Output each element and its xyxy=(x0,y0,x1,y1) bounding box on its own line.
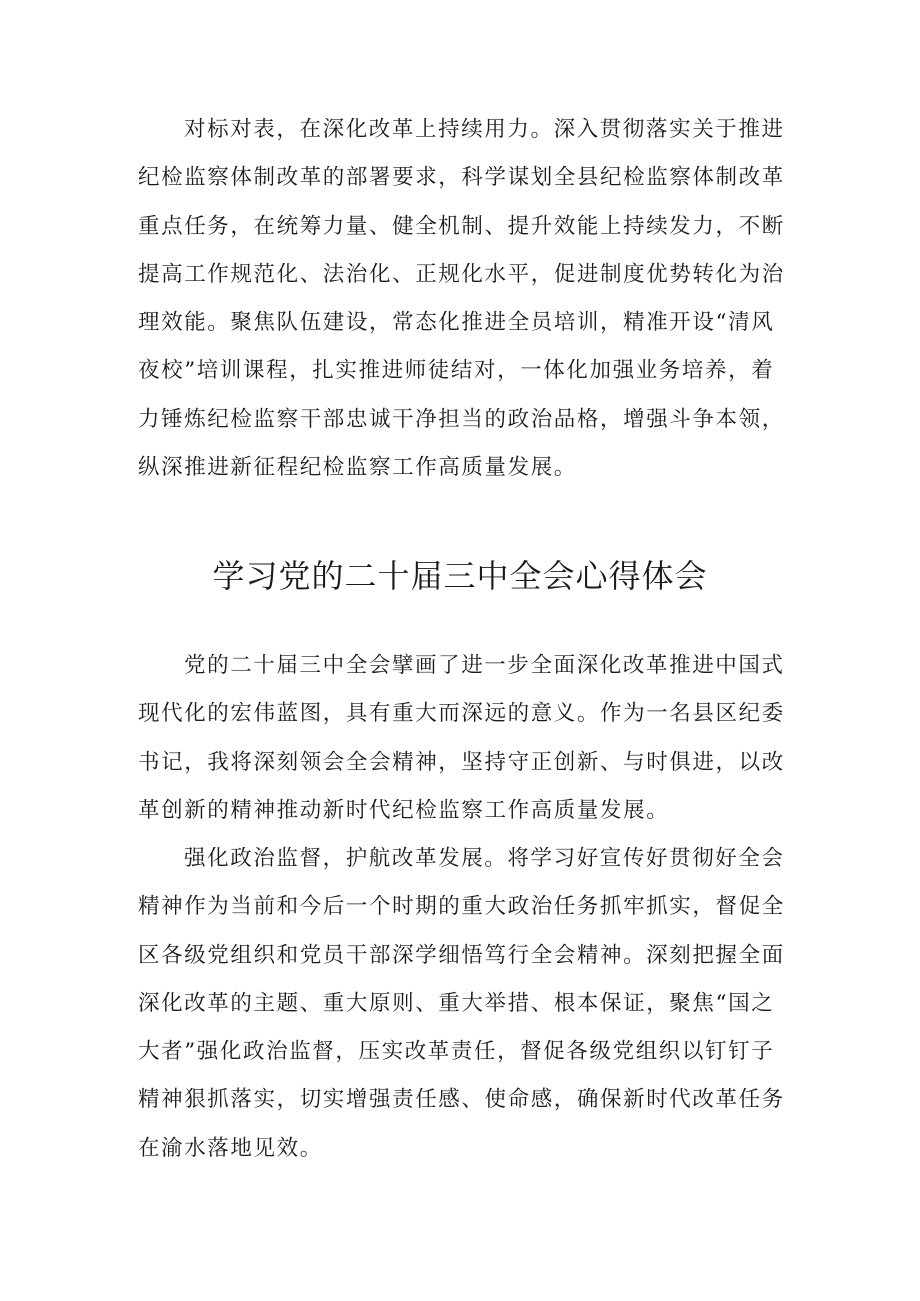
text-line: 书记，我将深刻领会全会精神，坚持守正创新、与时俱进，以改 xyxy=(138,749,785,775)
text-line: 力锤炼纪检监察干部忠诚干净担当的政治品格，增强斗争本领， xyxy=(138,406,785,432)
text-line: 提高工作规范化、法治化、正规化水平，促进制度优势转化为治 xyxy=(138,261,785,287)
paragraph-political-supervision xyxy=(138,835,788,1173)
paragraph-introduction xyxy=(138,642,788,835)
paragraph-reform-deepening xyxy=(138,106,788,492)
text-line: 区各级党组织和党员干部深学细悟笃行全会精神。深刻把握全面 xyxy=(138,942,785,968)
text-line: 精神作为当前和今后一个时期的重大政治任务抓牢抓实，督促全 xyxy=(138,894,785,920)
text-line: 夜校”培训课程，扎实推进师徒结对，一体化加强业务培养，着 xyxy=(138,358,775,384)
text-line: 纪检监察体制改革的部署要求，科学谋划全县纪检监察体制改革 xyxy=(138,165,785,191)
text-line: 理效能。聚焦队伍建设，常态化推进全员培训，精准开设“清风 xyxy=(138,310,775,336)
text-line: 深化改革的主题、重大原则、重大举措、根本保证，聚焦“国之 xyxy=(138,990,775,1016)
text-line: 在渝水落地见效。 xyxy=(138,1135,323,1161)
text-line: 对标对表，在深化改革上持续用力。深入贯彻落实关于推进 xyxy=(184,117,785,142)
text-line: 纵深推进新征程纪检监察工作高质量发展。 xyxy=(138,455,577,481)
text-line: 现代化的宏伟蓝图，具有重大而深远的意义。作为一名县区纪委 xyxy=(138,701,785,727)
text-line: 重点任务，在统筹力量、健全机制、提升效能上持续发力，不断 xyxy=(138,213,785,239)
text-line: 党的二十届三中全会擘画了进一步全面深化改革推进中国式 xyxy=(184,653,785,678)
text-line: 革创新的精神推动新时代纪检监察工作高质量发展。 xyxy=(138,797,670,823)
text-line: 大者”强化政治监督，压实改革责任，督促各级党组织以钉钉子 xyxy=(138,1039,775,1065)
document-title: 学习党的二十届三中全会心得体会 xyxy=(212,557,708,595)
text-line: 强化政治监督，护航改革发展。将学习好宣传好贯彻好全会 xyxy=(184,846,785,871)
text-line: 精神狠抓落实，切实增强责任感、使命感，确保新时代改革任务 xyxy=(138,1087,785,1113)
